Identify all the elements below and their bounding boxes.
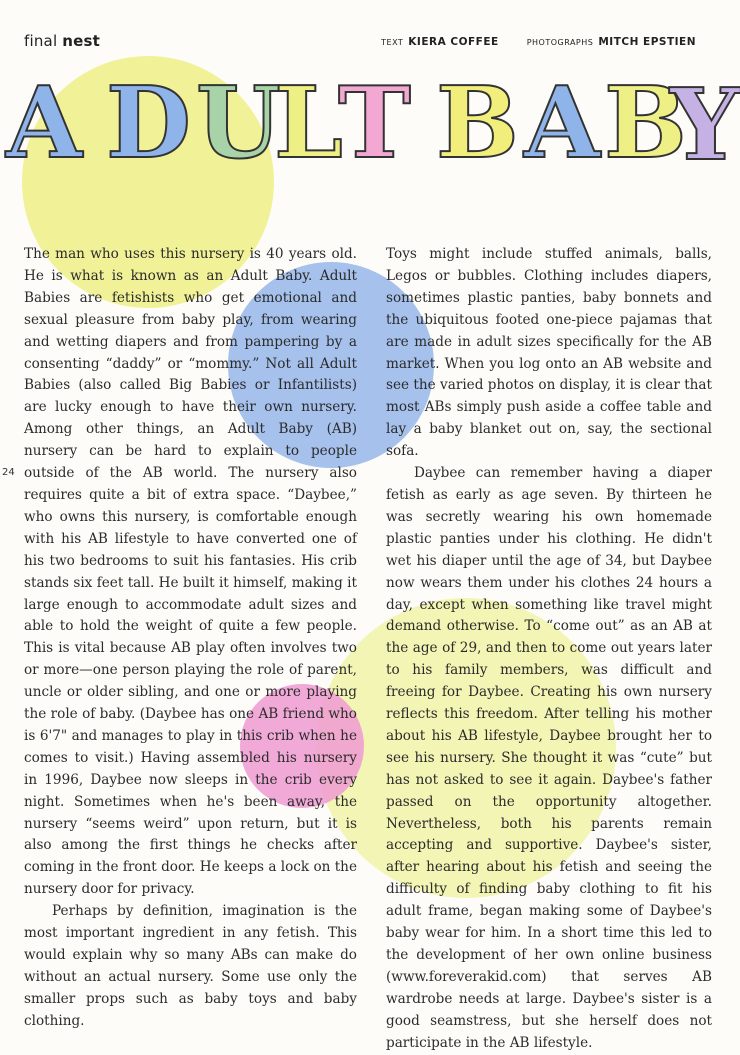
title-letter: D bbox=[106, 66, 191, 181]
page-header bbox=[24, 28, 696, 52]
title-letter: B bbox=[604, 66, 687, 181]
title-letter: Y bbox=[670, 68, 740, 183]
article-paragraph: Toys might include stuffed animals, balls, Legos or bubbles. Clothing includes diapers, sometimes plastic panties, baby bonnets and the ubiquitous footed one-piece pajamas that are made in adult sizes specifically for the AB market. When you log onto an AB website and see the varied photos on display, it is clear that most ABs simply push aside a coffee table and lay a baby blanket out on, say, the sectional sofa. bbox=[386, 246, 712, 460]
title-letter: T bbox=[338, 66, 411, 181]
author-name: KIERA COFFEE bbox=[408, 36, 499, 48]
article-paragraph: Daybee can remember having a diaper fetish as early as age seven. By thirteen he was secretly wearing his own homemade plastic panties under his clothing. He didn't wet his diaper until the age of 34, but Daybee now wears them under his clothes 24 hours a day, except when something like travel might demand otherwise. To “come out” as an AB at the age of 29, and then to come out years later to his family members, was difficult and freeing for Daybee. Creating his own nursery reflects this freedom. After telling his mother about his AB lifestyle, Daybee brought her to see his nursery. She thought it was “cute” but has not asked to see it again. Daybee's father passed on the opportunity altogether. Nevertheless, both his parents remain accepting and supportive. Daybee's sister, after hearing about his fetish and seeing the difficulty of finding baby clothing to fit his adult frame, began making some of Daybee's baby wear for him. In a short time this led to the development of her own online business (www.foreverakid.com) that serves AB wardrobe needs at large. Daybee's sister is a good seamstress, but she herself does not participate in the AB lifestyle. bbox=[386, 465, 712, 1051]
photographer-name: MITCH EPSTIEN bbox=[598, 36, 696, 48]
section-label-light: final bbox=[24, 32, 58, 50]
section-label-bold: nest bbox=[62, 32, 101, 50]
title-letter: A bbox=[524, 66, 601, 181]
article-paragraph: The man who uses this nursery is 40 years old. He is what is known as an Adult Baby. Adult Babies are fetishists who get emotional and sexual pleasure from baby play, from wearing and wetting diapers and from pampering by a consenting “daddy” or “mommy.” Not all Adult Babies (also called Big Babies or Infantilists) are lucky enough to have their own nursery. Among other things, an Adult Baby (AB) nursery can be hard to explain to people outside of the AB world. The nursery also requires quite a bit of extra space. “Daybee,” who owns this nursery, is comfortable enough with his AB lifestyle to have converted one of his two bedrooms to suit his fantasies. His crib stands six feet tall. He built it himself, making it large enough to accommodate adult sizes and able to hold the weight of quite a few people. This is vital because AB play often involves two or more—one person playing the role of parent, uncle or older sibling, and one or more playing the role of baby. (Daybee has one AB friend who is 6'7" and manages to play in this crib when he comes to visit.) Having assembled his nursery in 1996, Daybee now sleeps in the crib every night. Sometimes when he's been away, the nursery “seems weird” upon return, but it is also among the first things he checks after coming in the front door. He keeps a lock on the nursery door for privacy. bbox=[24, 246, 357, 898]
credits bbox=[381, 36, 696, 48]
section-label bbox=[24, 32, 100, 50]
title-letter: B bbox=[436, 66, 519, 181]
page-title bbox=[6, 66, 740, 183]
title-letter: A bbox=[6, 66, 83, 181]
article-paragraph: Perhaps by definition, imagination is the most important ingredient in any fetish. This would explain why so many ABs can make do without an actual nursery. Some use only the smaller props such as baby toys and baby clothing. bbox=[24, 903, 357, 1029]
article-column-right bbox=[386, 244, 712, 1055]
title-letter: U bbox=[196, 66, 282, 181]
photographs-label: PHOTOGRAPHS bbox=[526, 38, 594, 47]
text-label: TEXT bbox=[381, 38, 404, 47]
page-number: 24 bbox=[2, 467, 15, 478]
title-letter: L bbox=[274, 66, 343, 181]
article-column-left bbox=[24, 244, 357, 1033]
